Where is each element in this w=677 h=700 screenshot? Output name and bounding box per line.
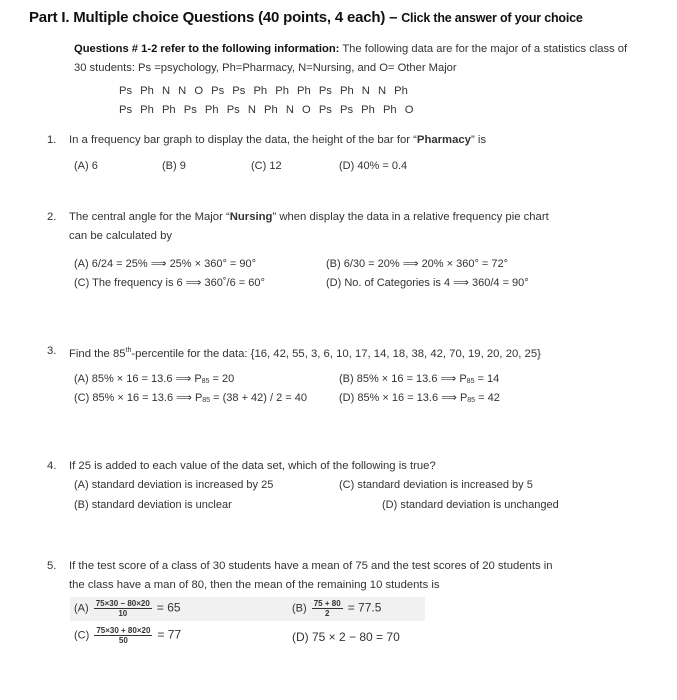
q2-option-b[interactable]: (B) 6/30 = 20% ⟹ 20% × 360° = 72° bbox=[326, 258, 509, 270]
q5-option-a[interactable] bbox=[74, 599, 181, 618]
page-title bbox=[29, 9, 583, 26]
q3-option-d[interactable] bbox=[339, 391, 500, 404]
q5-b-denominator: 2 bbox=[324, 609, 330, 618]
q4-text: If 25 is added to each value of the data set, which of the following is true? bbox=[69, 460, 436, 472]
q5-number: 5. bbox=[47, 560, 57, 572]
q5-a-denominator: 10 bbox=[118, 609, 128, 618]
q4-option-a[interactable]: (A) standard deviation is increased by 25 bbox=[74, 479, 274, 491]
q3-b-post: = 14 bbox=[474, 373, 500, 385]
q3-b-sub: 85 bbox=[466, 378, 475, 385]
q4-option-b[interactable]: (B) standard deviation is unclear bbox=[74, 499, 232, 511]
q4-option-d[interactable]: (D) standard deviation is unchanged bbox=[382, 499, 559, 511]
q3-d-post: = 42 bbox=[475, 392, 500, 404]
q5-a-label: (A) bbox=[74, 602, 89, 615]
q2-number: 2. bbox=[47, 211, 57, 223]
q5-line-2: the class have a man of 80, then the mean of the remaining 10 students is bbox=[69, 579, 440, 591]
q3-number: 3. bbox=[47, 345, 57, 357]
q5-b-fraction bbox=[312, 599, 343, 618]
q3-option-b[interactable] bbox=[339, 372, 499, 385]
q2-line-2: can be calculated by bbox=[69, 230, 172, 242]
q3-text-a: Find the 85 bbox=[69, 347, 126, 360]
q2-line-1-a: The central angle for the Major “ bbox=[69, 211, 230, 223]
q3-a-pre: (A) 85% × 16 = 13.6 ⟹ P bbox=[74, 373, 202, 385]
q1-option-c[interactable]: (C) 12 bbox=[251, 160, 282, 172]
q1-text bbox=[69, 130, 486, 150]
q1-option-a[interactable]: (A) 6 bbox=[74, 160, 98, 172]
q3-c-pre: (C) 85% × 16 = 13.6 ⟹ P bbox=[74, 392, 203, 404]
data-row-2: Ps Ph Ph Ps Ph Ps N Ph N O Ps Ps Ph Ph O bbox=[119, 104, 414, 116]
q1-text-bold: Pharmacy bbox=[416, 134, 471, 146]
q2-line-1-b: ” when display the data in a relative frequency pie chart bbox=[272, 211, 549, 223]
q3-c-post: = (38 + 42) / 2 = 40 bbox=[210, 392, 308, 404]
q3-option-c[interactable] bbox=[74, 391, 307, 404]
q2-option-d[interactable]: (D) No. of Categories is 4 ⟹ 360/4 = 90° bbox=[326, 277, 529, 289]
data-row-1: Ps Ph N N O Ps Ps Ph Ph Ph Ps Ph N N Ph bbox=[119, 85, 408, 97]
q5-c-fraction bbox=[94, 626, 152, 645]
q1-option-d[interactable]: (D) 40% = 0.4 bbox=[339, 160, 408, 172]
q4-number: 4. bbox=[47, 460, 57, 472]
q5-b-result: = 77.5 bbox=[347, 600, 382, 615]
title-main: Part I. Multiple choice Questions (40 points, 4 each) – bbox=[29, 9, 398, 26]
q3-a-post: = 20 bbox=[209, 373, 235, 385]
q3-c-sub: 85 bbox=[202, 397, 211, 404]
q5-a-result: = 65 bbox=[156, 600, 181, 615]
q5-a-fraction bbox=[94, 599, 152, 618]
title-note: Click the answer of your choice bbox=[401, 11, 583, 25]
q2-option-c[interactable]: (C) The frequency is 6 ⟹ 360˚/6 = 60° bbox=[74, 277, 265, 289]
q4-option-c[interactable]: (C) standard deviation is increased by 5 bbox=[339, 479, 533, 491]
q5-option-b[interactable] bbox=[292, 599, 381, 618]
intro-text: The following data are for the major of a statistics class of 30 students: Ps =psychology, Ph=Pharmacy, N=Nursing, and O= Other Major bbox=[74, 43, 628, 74]
intro-lead: Questions # 1-2 refer to the following information: bbox=[74, 43, 340, 55]
q1-number: 1. bbox=[47, 134, 57, 146]
q3-text-b: -percentile for the data: {16, 42, 55, 3, 6, 10, 17, 14, 18, 38, 42, 70, 19, 20, 20, 25} bbox=[131, 347, 541, 360]
q3-b-pre: (B) 85% × 16 = 13.6 ⟹ P bbox=[339, 373, 467, 385]
q3-option-a[interactable] bbox=[74, 372, 234, 385]
q2-line-1-bold: Nursing bbox=[229, 211, 273, 223]
q5-line-1: If the test score of a class of 30 students have a mean of 75 and the test scores of 20 students in bbox=[69, 560, 553, 572]
q5-c-label: (C) bbox=[74, 629, 90, 642]
q5-c-numerator: 75×30 + 80×20 bbox=[96, 626, 151, 635]
q5-c-result: = 77 bbox=[157, 627, 182, 642]
q5-option-d[interactable]: (D) 75 × 2 − 80 = 70 bbox=[292, 630, 400, 644]
q1-text-a: In a frequency bar graph to display the data, the height of the bar for “ bbox=[69, 134, 417, 146]
q5-a-numerator: 75×30 − 80×20 bbox=[95, 599, 150, 608]
q1-text-b: ” is bbox=[470, 134, 486, 146]
q5-option-c[interactable] bbox=[74, 626, 181, 645]
q5-b-numerator: 75 + 80 bbox=[313, 599, 341, 608]
q5-c-denominator: 50 bbox=[118, 636, 128, 645]
q3-d-sub: 85 bbox=[467, 397, 476, 404]
q5-b-label: (B) bbox=[292, 602, 307, 615]
q2-line-1 bbox=[69, 207, 549, 227]
q3-a-sub: 85 bbox=[201, 378, 210, 385]
q2-option-a[interactable]: (A) 6/24 = 25% ⟹ 25% × 360° = 90° bbox=[74, 258, 257, 270]
q1-option-b[interactable]: (B) 9 bbox=[162, 160, 186, 172]
q3-d-pre: (D) 85% × 16 = 13.6 ⟹ P bbox=[339, 392, 468, 404]
q3-text bbox=[69, 341, 541, 364]
intro-paragraph bbox=[74, 40, 634, 78]
q3-text-sup: th bbox=[125, 347, 132, 354]
